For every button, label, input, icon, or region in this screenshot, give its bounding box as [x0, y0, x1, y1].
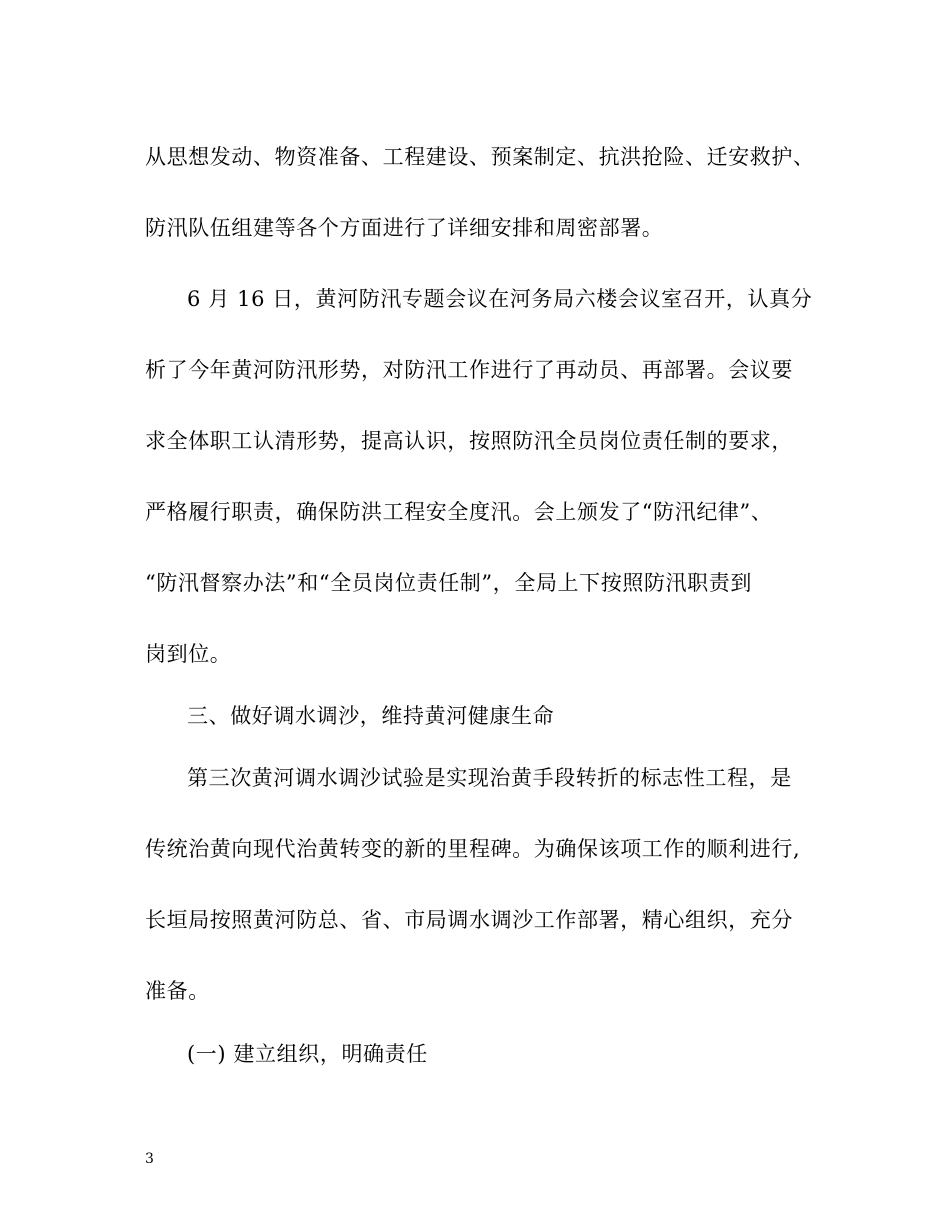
body-text-line: 严格履行职责，确保防洪工程安全度汛。会上颁发了“防汛纪律”、	[145, 500, 773, 524]
body-text-line: 求全体职工认清形势，提高认识，按照防汛全员岗位责任制的要求，	[145, 429, 793, 453]
paragraph-first-line: 第三次黄河调水调沙试验是实现治黄手段转折的标志性工程，是	[187, 766, 792, 790]
paragraph-first-line: 6 月 16 日，黄河防汛专题会议在河务局六楼会议室召开，认真分	[187, 287, 813, 311]
body-text-line: 从思想发动、物资准备、工程建设、预案制定、抗洪抢险、迁安救护、	[145, 145, 815, 169]
subsection-heading: (一) 建立组织，明确责任	[187, 1042, 428, 1066]
body-text-line: 析了今年黄河防汛形势，对防汛工作进行了再动员、再部署。会议要	[145, 358, 793, 382]
body-text-line: 传统治黄向现代治黄转变的新的里程碑。为确保该项工作的顺利进行,	[145, 837, 801, 861]
section-heading: 三、做好调水调沙，维持黄河健康生命	[187, 704, 555, 728]
body-text-line: 准备。	[145, 979, 210, 1003]
page-number: 3	[145, 1151, 154, 1167]
body-text-line: 防汛队伍组建等各个方面进行了详细安排和周密部署。	[145, 216, 664, 240]
body-text-line: “防汛督察办法”和“全员岗位责任制”，全局上下按照防汛职责到	[145, 571, 752, 595]
body-text-line: 长垣局按照黄河防总、省、市局调水调沙工作部署，精心组织，充分	[145, 908, 793, 932]
body-text-line: 岗到位。	[145, 642, 232, 666]
